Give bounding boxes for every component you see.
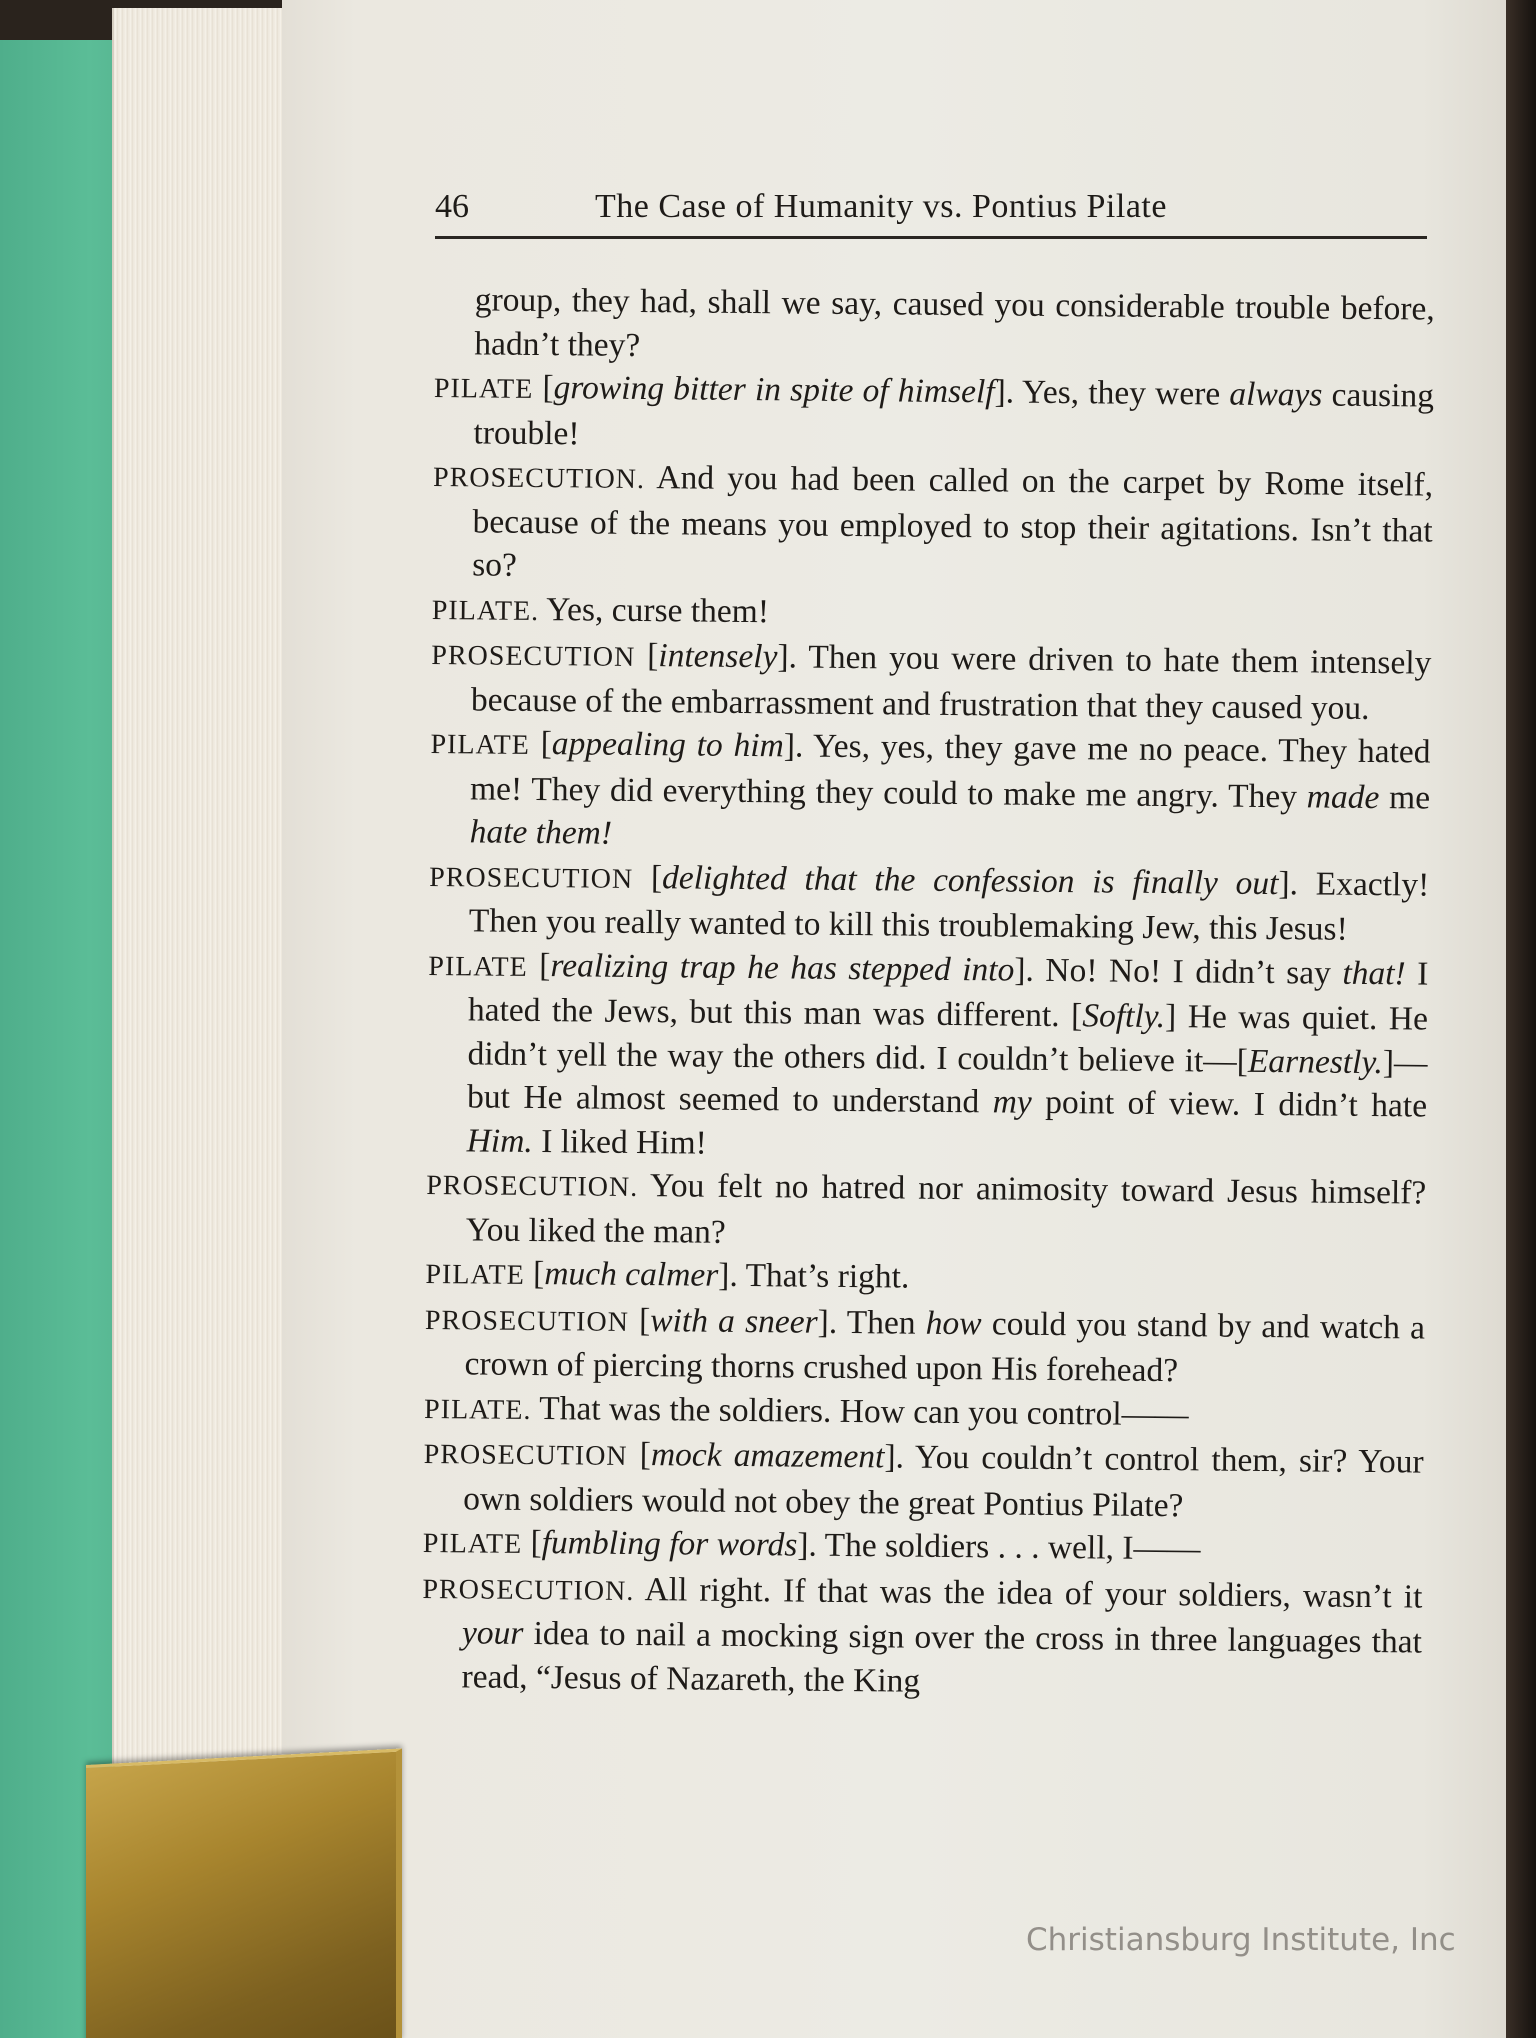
stage-direction: intensely xyxy=(658,637,778,676)
page-number: 46 xyxy=(435,188,469,225)
speaker-name: PILATE. xyxy=(423,1393,532,1426)
speaker-name: PILATE xyxy=(428,950,528,983)
speaker-name: PILATE xyxy=(425,1258,525,1291)
page-edges xyxy=(112,8,294,2038)
dialogue-line: PROSECUTION [with a sneer]. Then how could you stand by and watch a crown of piercing thorns crushed upon His forehead? xyxy=(424,1301,1426,1390)
speaker-name: PROSECUTION xyxy=(431,639,636,673)
speaker-name: PROSECUTION. xyxy=(422,1573,635,1607)
dialogue-line: PILATE [much calmer]. That’s right. xyxy=(425,1254,910,1296)
speaker-name: PILATE xyxy=(430,728,530,761)
stage-direction: fumbling for words xyxy=(541,1524,798,1564)
dialogue-line: PROSECUTION [mock amazement]. You couldn’t control them, sir? Your own soldiers would not obey the great Pontius Pilate? xyxy=(423,1436,1424,1524)
dialogue-line: PROSECUTION [delighted that the confession is finally out]. Exactly! Then you really wanted to kill this troublemaking Jew, this Jesus! xyxy=(429,858,1430,948)
brass-page-weight xyxy=(86,1748,402,2038)
book-gutter xyxy=(1506,0,1536,2038)
watermark: Christiansburg Institute, Inc xyxy=(1026,1922,1456,1958)
speaker-name: PILATE. xyxy=(431,594,540,627)
stage-direction: realizing trap he has stepped into xyxy=(550,946,1015,989)
speaker-name: PROSECUTION xyxy=(429,861,634,895)
speaker-name: PROSECUTION. xyxy=(432,461,646,496)
speaker-name: PILATE xyxy=(433,372,534,405)
page-header xyxy=(435,186,1427,239)
stage-direction: Earnestly. xyxy=(1247,1042,1384,1081)
running-title: The Case of Humanity vs. Pontius Pilate xyxy=(595,188,1167,225)
dialogue-line: PILATE. Yes, curse them! xyxy=(431,590,770,630)
dialogue-line: PILATE [growing bitter in spite of himself]. Yes, they were always causing trouble! xyxy=(433,369,1435,452)
dialogue-line: PILATE [realizing trap he has stepped into]. No! No! I didn’t say that! I hated the Jews, but this man was different. [Softly.] He was quiet. He didn’t yell the way the others did. I couldn’t believe it—[Earnestly.]—but He almost seemed to understand my point of view. I didn’t hate Him. I liked Him! xyxy=(428,946,1429,1162)
stage-direction: mock amazement xyxy=(650,1436,885,1476)
dialogue-line: PILATE [fumbling for words]. The soldiers . . . well, I—— xyxy=(422,1523,1201,1568)
speaker-name: PROSECUTION. xyxy=(426,1169,639,1203)
dialogue-line: PROSECUTION [intensely]. Then you were driven to hate them intensely because of the embarrassment and frustration that they caused you. xyxy=(431,637,1432,727)
dialogue-line: group, they had, shall we say, caused you considerable trouble before, hadn’t they? xyxy=(474,281,1435,364)
stage-direction: delighted that the confession is finally out xyxy=(661,858,1279,902)
speaker-name: PROSECUTION xyxy=(424,1304,630,1338)
speaker-name: PROSECUTION xyxy=(423,1438,628,1472)
dialogue-line: PROSECUTION. And you had been called on the carpet by Rome itself, because of the means you employed to stop their agitations. Isn’t that so? xyxy=(432,459,1434,584)
dialogue-line: PILATE. That was the soldiers. How can you control—— xyxy=(423,1389,1189,1433)
stage-direction: much calmer xyxy=(544,1255,719,1294)
speaker-name: PILATE xyxy=(422,1527,523,1560)
stage-direction: growing bitter in spite of himself xyxy=(553,369,995,411)
stage-direction: appealing to him xyxy=(551,725,784,765)
dialogue-line: PROSECUTION. All right. If that was the idea of your soldiers, wasn’t it your idea to nail a mocking sign over the cross in three languages that read, “Jesus of Nazareth, the King xyxy=(422,1570,1423,1700)
stage-direction: Softly. xyxy=(1082,997,1166,1036)
stage-direction: with a sneer xyxy=(650,1301,818,1341)
dialogue-line: PROSECUTION. You felt no hatred nor animosity toward Jesus himself? You liked the man? xyxy=(426,1166,1427,1251)
play-text xyxy=(421,278,1435,1708)
dialogue-line: PILATE [appealing to him]. Yes, yes, they gave me no peace. They hated me! They did everything they could to make me angry. They made me hate them! xyxy=(430,725,1431,852)
